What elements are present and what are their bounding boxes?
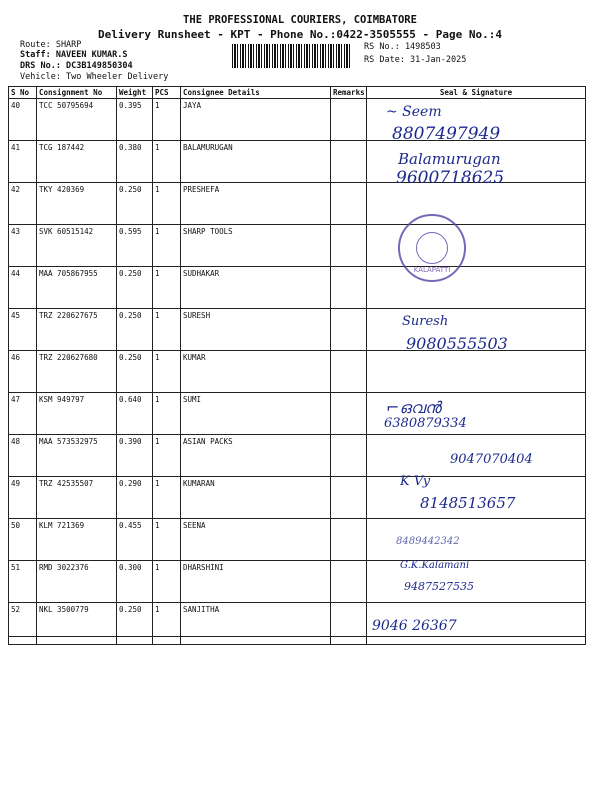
cell-remarks — [331, 99, 367, 141]
cell-weight: 0.250 — [117, 603, 153, 645]
cell-consignment-no: TKY 420369 — [37, 183, 117, 225]
signature-phone: 8489442342 — [396, 536, 460, 547]
cell-pcs: 1 — [153, 99, 181, 141]
cell-remarks — [331, 267, 367, 309]
cell-consignment-no: NKL 3500779 — [37, 603, 117, 645]
cell-remarks — [331, 183, 367, 225]
rs-number: RS No.: 1498503 — [364, 42, 441, 52]
col-weight: Weight — [117, 87, 153, 99]
cell-weight: 0.250 — [117, 183, 153, 225]
cell-consignee: KUMARAN — [181, 477, 331, 519]
barcode — [232, 44, 350, 68]
cell-consignment-no: KLM 721369 — [37, 519, 117, 561]
cell-remarks — [331, 393, 367, 435]
cell-sno: 48 — [9, 435, 37, 477]
col-sno: S No — [9, 87, 37, 99]
cell-sno: 46 — [9, 351, 37, 393]
cell-weight: 0.390 — [117, 435, 153, 477]
cell-consignee: DHARSHINI — [181, 561, 331, 603]
cell-consignee: BALAMURUGAN — [181, 141, 331, 183]
cell-consignment-no: SVK 60515142 — [37, 225, 117, 267]
cell-remarks — [331, 141, 367, 183]
cell-weight: 0.300 — [117, 561, 153, 603]
table-row — [9, 351, 586, 393]
cell-sno: 45 — [9, 309, 37, 351]
cell-remarks — [331, 477, 367, 519]
cell-pcs: 1 — [153, 519, 181, 561]
table-header-row — [9, 87, 586, 99]
cell-signature — [367, 351, 586, 393]
cell-pcs: 1 — [153, 351, 181, 393]
cell-consignment-no: TRZ 42535507 — [37, 477, 117, 519]
table-row — [9, 267, 586, 309]
cell-signature — [367, 267, 586, 309]
table-row — [9, 561, 586, 603]
table-row — [9, 603, 586, 645]
signature-scribble: ~ Seem — [386, 104, 442, 120]
cell-pcs: 1 — [153, 477, 181, 519]
col-signature: Seal & Signature — [367, 87, 586, 99]
route-label: Route: SHARP — [20, 40, 82, 50]
cell-pcs: 1 — [153, 393, 181, 435]
cell-sno: 42 — [9, 183, 37, 225]
cell-consignee: SURESH — [181, 309, 331, 351]
cell-consignment-no: RMD 3022376 — [37, 561, 117, 603]
cell-pcs: 1 — [153, 435, 181, 477]
cell-remarks — [331, 435, 367, 477]
cell-sno: 51 — [9, 561, 37, 603]
signature-scribble: ⌐ഒവൻ — [386, 398, 441, 417]
signature-name: Balamurugan — [398, 150, 501, 168]
cell-consignee: SHARP TOOLS — [181, 225, 331, 267]
cell-consignee: JAYA — [181, 99, 331, 141]
signature-scribble: K Vy — [400, 474, 431, 489]
cell-pcs: 1 — [153, 267, 181, 309]
col-consignee: Consignee Details — [181, 87, 331, 99]
cell-pcs: 1 — [153, 561, 181, 603]
signature-phone: 8807497949 — [392, 124, 501, 144]
cell-pcs: 1 — [153, 141, 181, 183]
signature-phone: 9080555503 — [406, 334, 508, 353]
cell-consignee: SANJITHA — [181, 603, 331, 645]
cell-remarks — [331, 561, 367, 603]
cell-remarks — [331, 351, 367, 393]
signature-phone: 9046 26367 — [372, 618, 457, 634]
cell-consignment-no: TRZ 220627675 — [37, 309, 117, 351]
signature-name: Suresh — [402, 314, 449, 329]
table-footer-line — [8, 636, 586, 637]
cell-consignment-no: KSM 949797 — [37, 393, 117, 435]
signature-phone: 9487527535 — [404, 580, 474, 593]
cell-weight: 0.250 — [117, 351, 153, 393]
cell-consignee: KUMAR — [181, 351, 331, 393]
cell-consignee: SUDHAKAR — [181, 267, 331, 309]
cell-remarks — [331, 225, 367, 267]
cell-sno: 50 — [9, 519, 37, 561]
cell-sno: 40 — [9, 99, 37, 141]
vehicle-label: Vehicle: Two Wheeler Delivery — [20, 72, 169, 82]
col-pcs: PCS — [153, 87, 181, 99]
cell-pcs: 1 — [153, 309, 181, 351]
signature-phone: 6380879334 — [384, 416, 467, 431]
table-row — [9, 183, 586, 225]
cell-consignment-no: TCC 50795694 — [37, 99, 117, 141]
cell-weight: 0.250 — [117, 309, 153, 351]
cell-consignment-no: MAA 705867955 — [37, 267, 117, 309]
cell-consignee: SEENA — [181, 519, 331, 561]
signature-phone: 9600718625 — [396, 168, 505, 188]
runsheet-title: Delivery Runsheet - KPT - Phone No.:0422-3505555 - Page No.:4 — [98, 28, 502, 41]
signature-phone: 9047070404 — [450, 452, 533, 467]
company-title: THE PROFESSIONAL COURIERS, COIMBATORE — [183, 14, 417, 26]
cell-sno: 43 — [9, 225, 37, 267]
cell-weight: 0.290 — [117, 477, 153, 519]
cell-remarks — [331, 603, 367, 645]
cell-pcs: 1 — [153, 603, 181, 645]
cell-weight: 0.455 — [117, 519, 153, 561]
cell-sno: 49 — [9, 477, 37, 519]
cell-remarks — [331, 309, 367, 351]
cell-consignee: PRESHEFA — [181, 183, 331, 225]
signature-phone: 8148513657 — [420, 494, 516, 512]
cell-weight: 0.595 — [117, 225, 153, 267]
col-consignment: Consignment No — [37, 87, 117, 99]
cell-consignee: ASIAN PACKS — [181, 435, 331, 477]
cell-sno: 44 — [9, 267, 37, 309]
cell-weight: 0.640 — [117, 393, 153, 435]
rs-date: RS Date: 31-Jan-2025 — [364, 55, 467, 65]
company-seal-stamp: KALAPATTI — [398, 214, 466, 282]
cell-pcs: 1 — [153, 183, 181, 225]
staff-label: Staff: NAVEEN KUMAR.S — [20, 50, 128, 60]
cell-consignment-no: TCG 187442 — [37, 141, 117, 183]
table-row — [9, 393, 586, 435]
cell-consignee: SUMI — [181, 393, 331, 435]
cell-sno: 47 — [9, 393, 37, 435]
col-remarks: Remarks — [331, 87, 367, 99]
cell-sno: 41 — [9, 141, 37, 183]
cell-consignment-no: MAA 573532975 — [37, 435, 117, 477]
signature-name: G.K.Kalamani — [400, 560, 470, 571]
cell-signature — [367, 183, 586, 225]
cell-consignment-no: TRZ 220627680 — [37, 351, 117, 393]
cell-remarks — [331, 519, 367, 561]
cell-pcs: 1 — [153, 225, 181, 267]
cell-sno: 52 — [9, 603, 37, 645]
table-row — [9, 225, 586, 267]
drs-number: DRS No.: DC3B149850304 — [20, 61, 133, 71]
table-row — [9, 519, 586, 561]
cell-weight: 0.395 — [117, 99, 153, 141]
cell-weight: 0.250 — [117, 267, 153, 309]
cell-weight: 0.380 — [117, 141, 153, 183]
